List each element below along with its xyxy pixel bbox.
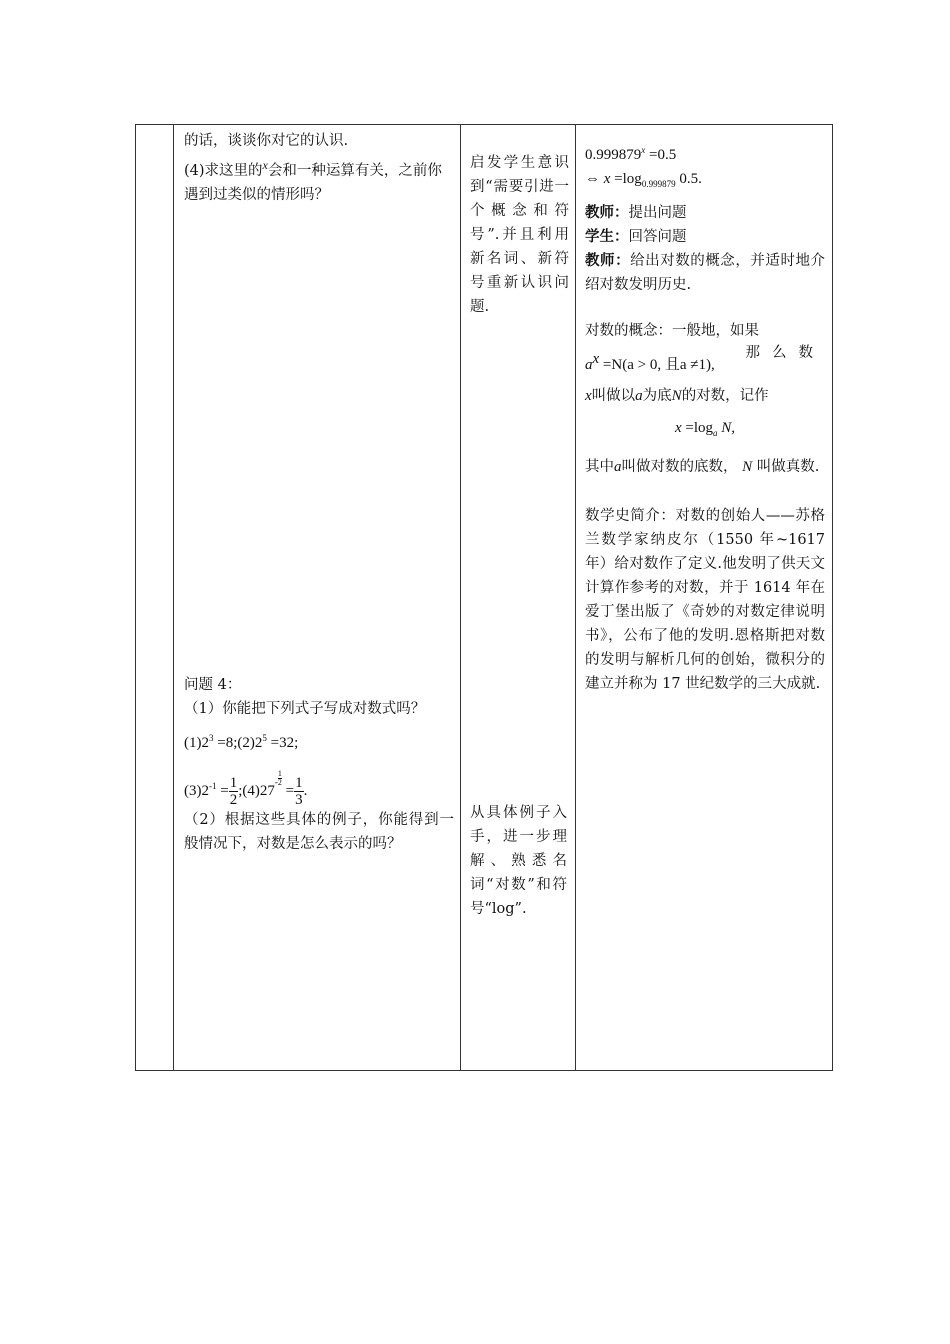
equation: (3)2: [184, 783, 209, 799]
numerator: 1: [229, 775, 238, 792]
equation: (2)2: [237, 735, 263, 751]
log-base: 0.999879: [641, 179, 676, 189]
definition-explanation: [585, 454, 825, 480]
student-step: [585, 225, 825, 249]
definition-condition: =N(a > 0, 且a ≠1),: [599, 356, 715, 373]
variable-a: a: [585, 356, 593, 373]
fraction: [294, 775, 304, 808]
text-fragment: 那么数: [745, 345, 825, 361]
text-fragment: 其中: [585, 458, 614, 475]
equation: =32;: [266, 735, 299, 751]
variable-x: x: [674, 419, 682, 436]
exponent-sign: -: [274, 777, 278, 787]
equation-line-1: [184, 727, 454, 754]
variable-x: x: [262, 158, 268, 172]
denominator: 2: [229, 792, 238, 809]
equation: (1)2: [184, 735, 209, 751]
variable-a: a: [635, 387, 643, 404]
text-fragment: 的对数，记作: [681, 387, 769, 404]
exponent: -1: [209, 781, 217, 791]
equation: =8;: [213, 735, 238, 751]
problem-question-1: （1）你能把下列式子写成对数式吗？: [184, 701, 426, 717]
question-text: (4)求这里的: [184, 163, 263, 179]
variable-N: N: [742, 458, 753, 475]
step-text: 回答问题: [628, 229, 687, 245]
text-fragment: 叫做真数.: [756, 458, 820, 475]
variable-x: x: [603, 171, 611, 187]
lesson-table: [135, 124, 833, 1071]
equivalence-symbol: ⇔: [585, 171, 600, 187]
numerator: 1: [277, 769, 282, 778]
denominator: 3: [295, 792, 303, 809]
definition-line-1: [585, 343, 825, 381]
question-4: [184, 153, 452, 207]
problem-column: [173, 125, 460, 1070]
design-intent-1: 启发学生意识到“需要引进一个概念和符号”.并且利用新名词、新符号重新认识问题.: [470, 155, 569, 315]
concept-intro: 对数的概念：一般地，如果: [585, 323, 759, 339]
variable-x: x: [585, 387, 592, 404]
equation: 0.5.: [675, 171, 702, 187]
equation-b: [585, 166, 825, 197]
equation-a: [585, 139, 825, 166]
teacher-step-2: [585, 249, 825, 297]
problem-4: [184, 673, 454, 856]
equation-line-2: [184, 762, 454, 809]
text-fragment: 叫做对数的底数，: [621, 458, 738, 475]
exponent: 3: [209, 733, 214, 743]
definition-line-2: [585, 381, 825, 411]
exponent: [274, 769, 282, 787]
math-history: 数学史简介：对数的创始人——苏格兰数学家纳皮尔（1550 年~1617 年）给对数作了定义.他发明了供天文计算作参考的对数，并于 1614 年在爱丁堡出版了《奇妙的对数定律说明书》，公布了他的发明.恩格斯把对数的发明与解析几何的创始，微积分的建立并称为 17 世纪数学的三大成就.: [585, 507, 825, 692]
student-label: 学生：: [585, 229, 629, 245]
text-fragment: 为底: [642, 387, 672, 404]
process-column: [575, 125, 833, 1070]
equation: =: [281, 783, 295, 799]
problem-title: 问题 4：: [184, 677, 242, 693]
exponent: x: [641, 145, 646, 155]
equation: =: [216, 783, 229, 799]
teacher-step-1: [585, 201, 825, 225]
fraction: [229, 775, 239, 808]
equation: =log: [610, 171, 642, 187]
step-text: 给出对数的概念，并适时地介绍对数发明历史.: [585, 253, 826, 293]
exponent: x: [592, 351, 600, 367]
variable-N: N,: [717, 419, 736, 436]
text-line: 的话，谈谈你对它的认识.: [184, 133, 349, 149]
log-formula: [585, 411, 825, 450]
equation: =0.5: [645, 147, 677, 163]
equation: ;(4)27: [238, 783, 275, 799]
variable-a: a: [614, 458, 622, 475]
equation: 0.999879: [585, 147, 642, 163]
variable-N: N: [671, 387, 682, 404]
equation: =log: [681, 419, 714, 436]
exponent: 5: [262, 733, 267, 743]
equation: .: [303, 783, 308, 799]
teacher-label: 教师：: [585, 205, 629, 221]
numerator: 1: [295, 775, 303, 792]
text-fragment: 叫做以: [591, 387, 636, 404]
problem-question-2: （2）根据这些具体的例子，你能得到一般情况下，对数是怎么表示的吗？: [184, 812, 454, 852]
log-base: a: [713, 427, 718, 438]
teacher-label: 教师：: [585, 253, 631, 269]
question-text: 会和一种运算有关，之前你遇到过类似的情形吗？: [184, 163, 442, 203]
design-intent-2: 从具体例子入手，进一步理解、熟悉名词“对数”和符号“log”.: [470, 805, 567, 917]
step-text: 提出问题: [628, 205, 687, 221]
denominator: 2: [277, 778, 282, 787]
intent-column: [460, 125, 575, 1070]
